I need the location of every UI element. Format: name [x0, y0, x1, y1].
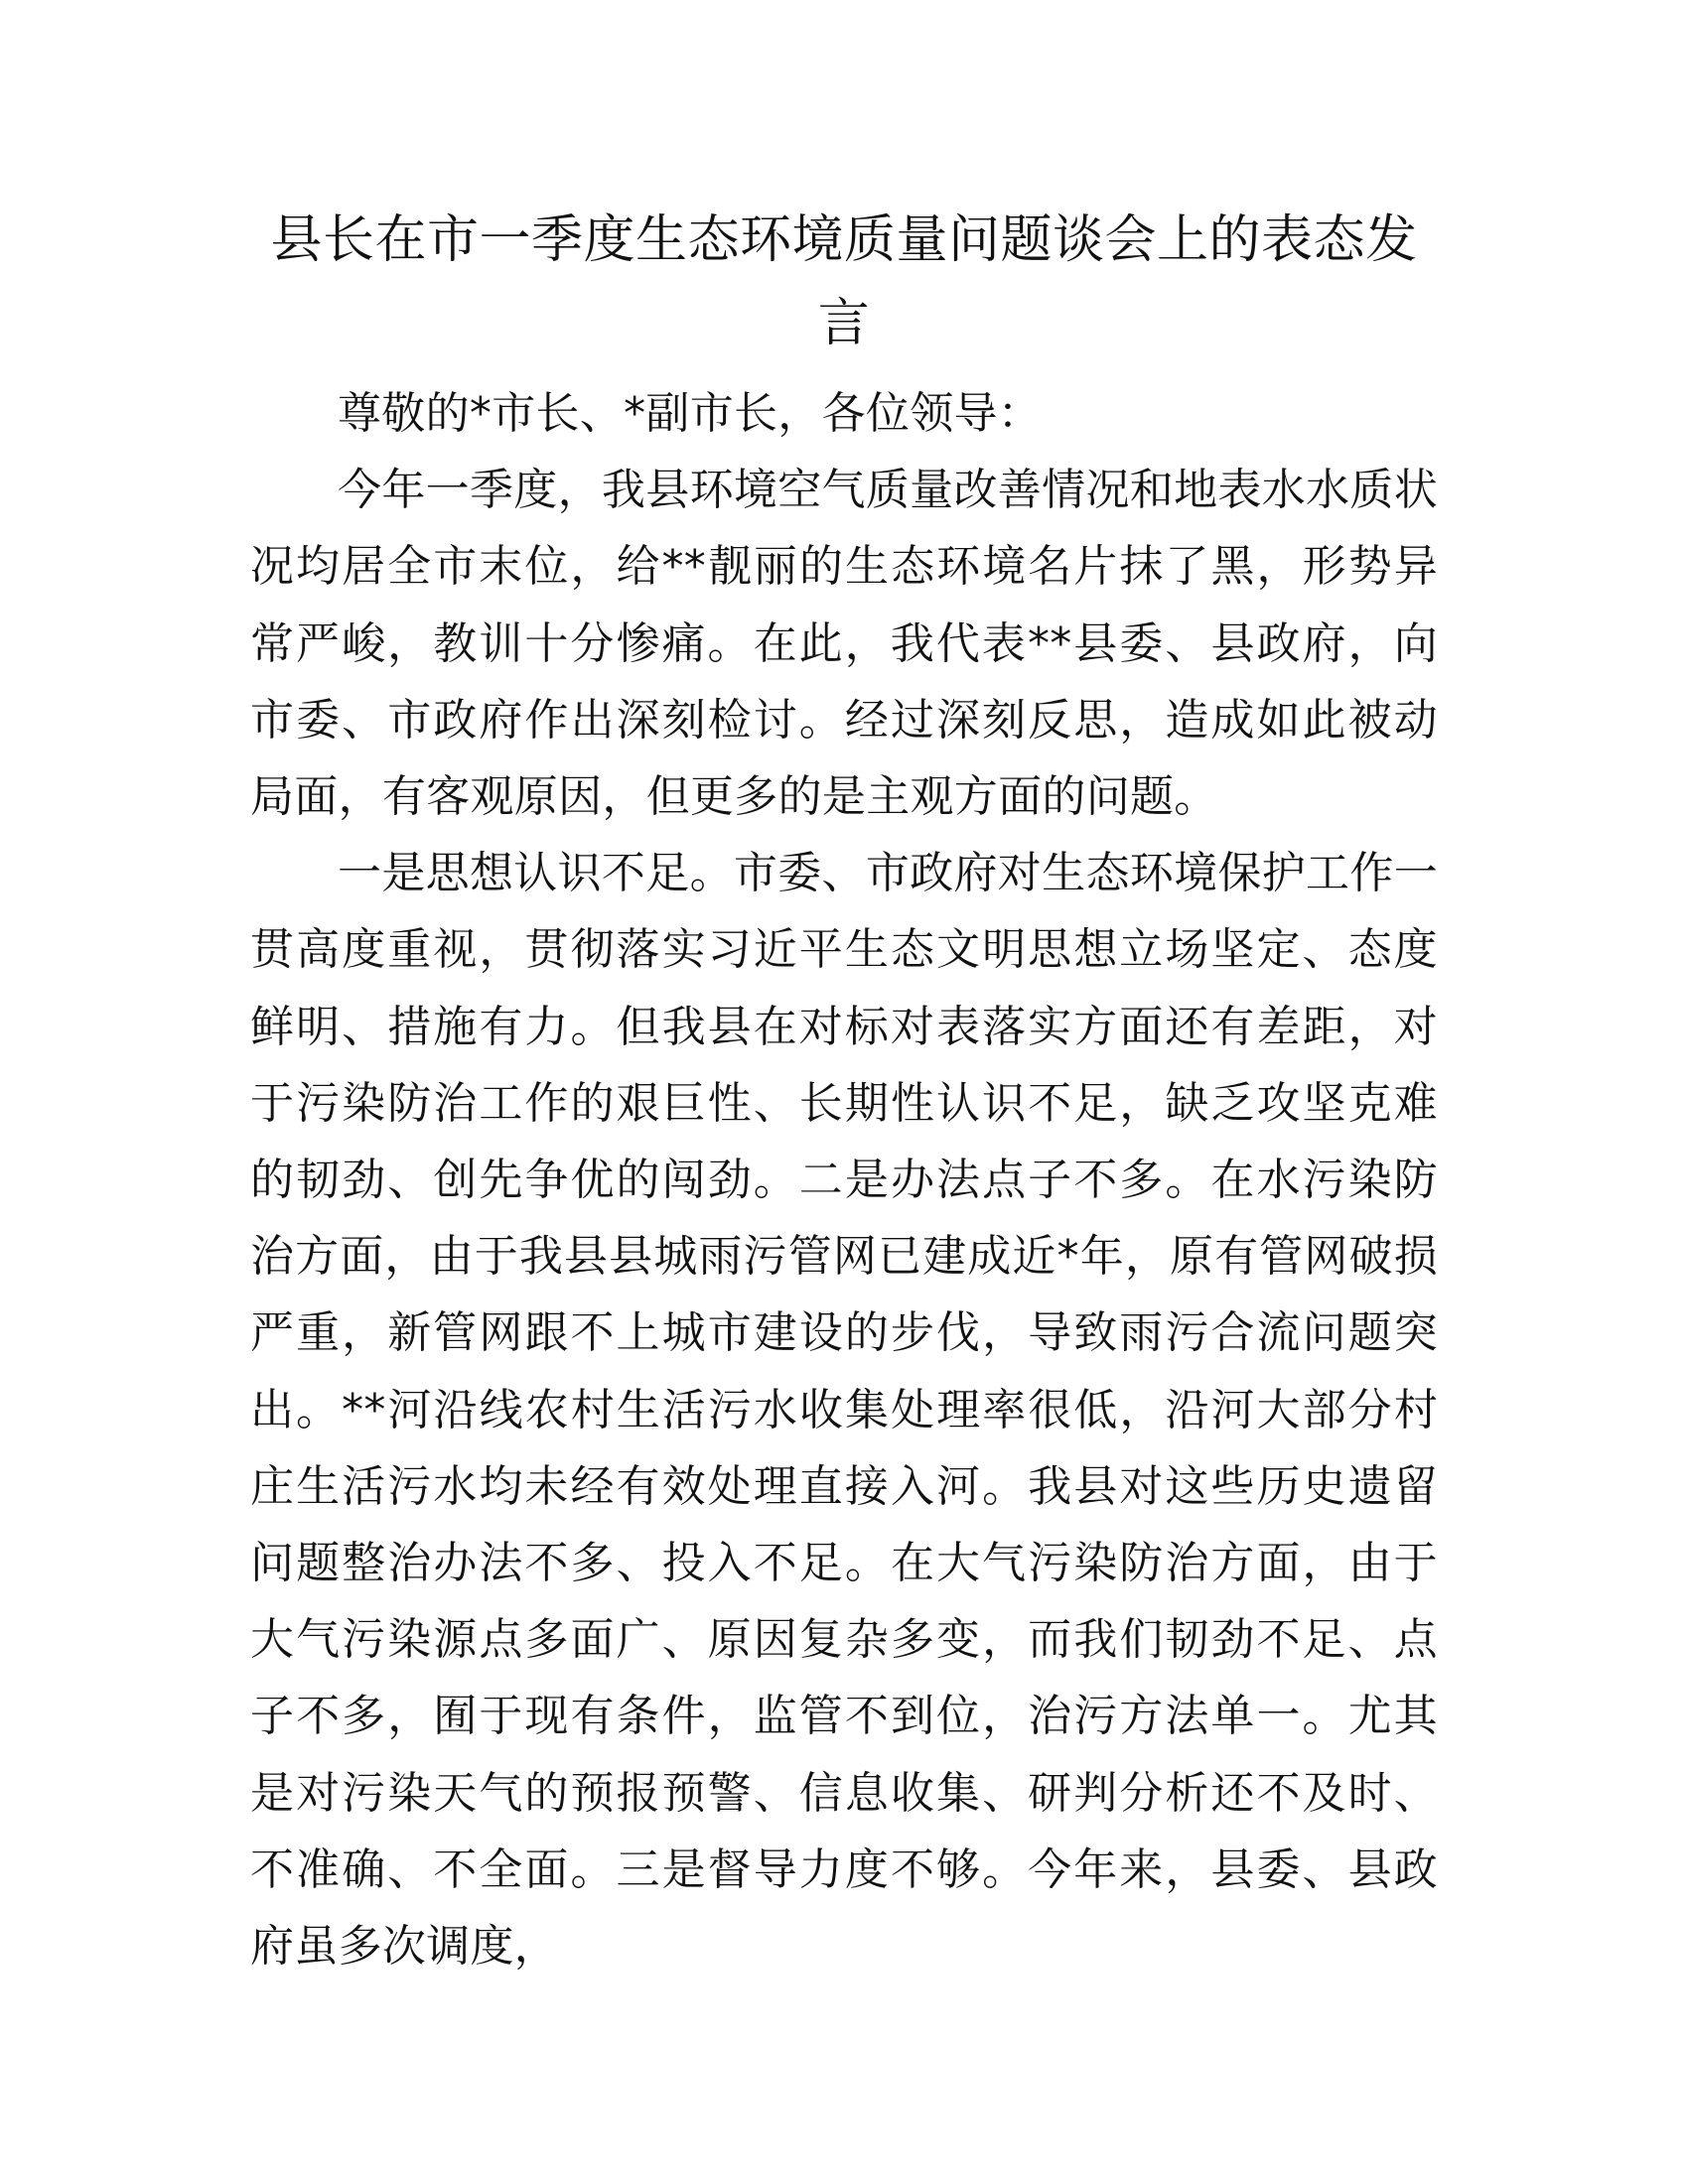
salutation: 尊敬的*市长、*副市长，各位领导：	[338, 388, 1043, 439]
body-paragraph-1: 今年一季度，我县环境空气质量改善情况和地表水水质状况均居全市末位，给**靓丽的生态环境名片抹了黑，形势异常严峻，教训十分惨痛。在此，我代表**县委、县政府，向市委、市政府作出深刻检讨。经过深刻反思，造成如此被动局面，有客观原因，但更多的是主观方面的问题。	[250, 465, 1438, 823]
body-paragraph-2: 一是思想认识不足。市委、市政府对生态环境保护工作一贯高度重视，贯彻落实习近平生态文明思想立场坚定、态度鲜明、措施有力。但我县在对标对表落实方面还有差距，对于污染防治工作的艰巨性、长期性认识不足，缺乏攻坚克难的韧劲、创先争优的闯劲。二是办法点子不多。在水污染防治方面，由于我县县城雨污管网已建成近*年，原有管网破损严重，新管网跟不上城市建设的步伐，导致雨污合流问题突出。**河沿线农村生活污水收集处理率很低，沿河大部分村庄生活污水均未经有效处理直接入河。我县对这些历史遗留问题整治办法不多、投入不足。在大气污染防治方面，由于大气污染源点多面广、原因复杂多变，而我们韧劲不足、点子不多，囿于现有条件，监管不到位，治污方法单一。尤其是对污染天气的预报预警、信息收集、研判分析还不及时、不准确、不全面。三是督导力度不够。今年来，县委、县政府虽多次调度，	[250, 848, 1438, 1973]
document-body	[250, 375, 1438, 1984]
document-title: 县长在市一季度生态环境质量问题谈会上的表态发言	[270, 210, 1418, 353]
